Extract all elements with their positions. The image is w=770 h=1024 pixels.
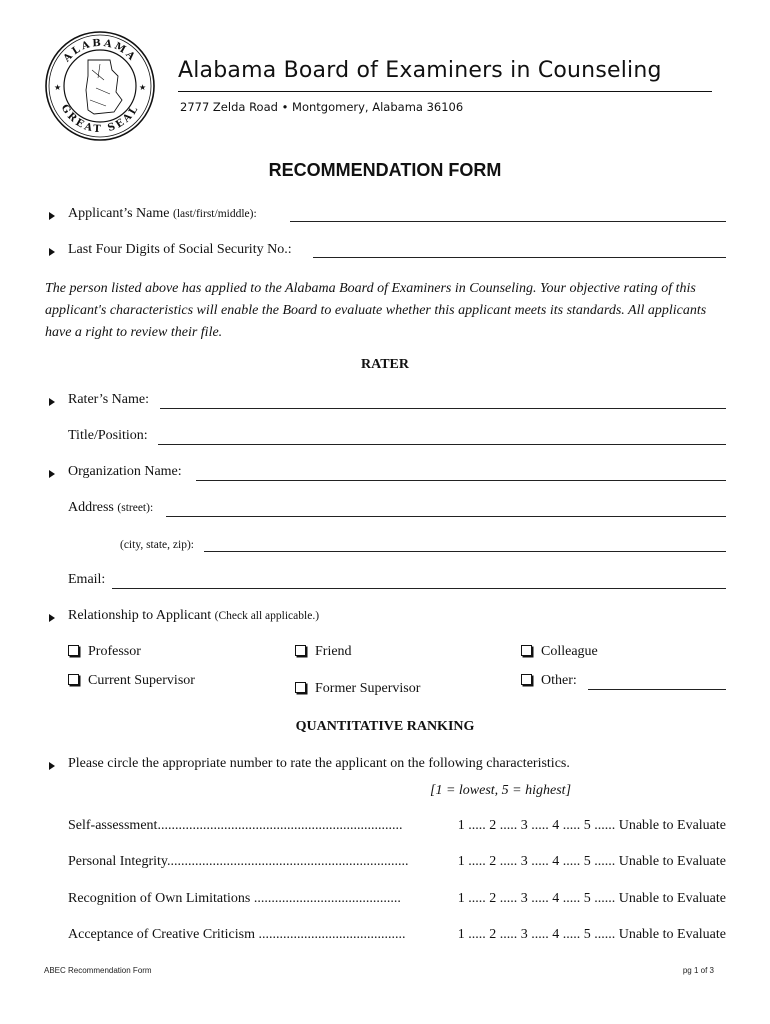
checkbox-icon xyxy=(521,674,532,685)
checkbox-icon xyxy=(68,645,79,656)
relationship-label: Relationship to Applicant (Check all applicable.) xyxy=(68,608,320,623)
org-name: Alabama Board of Examiners in Counseling xyxy=(178,58,662,83)
bullet-arrow-icon xyxy=(49,470,55,478)
form-title: RECOMMENDATION FORM xyxy=(268,160,502,180)
rater-name-field[interactable] xyxy=(160,408,726,409)
rating-legend: [1 = lowest, 5 = highest] xyxy=(430,783,572,798)
checkbox-professor[interactable]: Professor xyxy=(68,644,141,660)
bullet-arrow-icon xyxy=(49,248,55,256)
applicant-name-label: Applicant’s Name (last/first/middle): xyxy=(68,206,257,221)
title-position-label: Title/Position: xyxy=(68,428,148,443)
bullet-arrow-icon xyxy=(49,398,55,406)
svg-text:GREAT SEAL: GREAT SEAL xyxy=(58,102,142,136)
svg-text:ALABAMA: ALABAMA xyxy=(61,37,139,65)
email-label: Email: xyxy=(68,572,106,587)
svg-text:★: ★ xyxy=(54,83,62,92)
address-street-label: Address (street): xyxy=(68,500,154,515)
header-rule xyxy=(178,91,712,92)
rater-heading: RATER xyxy=(361,357,409,372)
title-position-field[interactable] xyxy=(158,444,726,445)
footer-page-number: pg 1 of 3 xyxy=(682,966,714,975)
ranking-instruction: Please circle the appropriate number to rate the applicant on the following characteristics. xyxy=(68,756,570,771)
rating-row-creative-criticism[interactable]: Acceptance of Creative Criticism .......................................... 1 ..... 2 ..... 3 ..... 4 ..... 5 ...... Unable to Evaluate xyxy=(68,927,726,942)
applicant-name-field[interactable] xyxy=(290,221,726,222)
footer-form-name: ABEC Recommendation Form xyxy=(44,966,152,975)
bullet-arrow-icon xyxy=(49,212,55,220)
ssn-label: Last Four Digits of Social Security No.: xyxy=(68,242,292,257)
checkbox-current-supervisor[interactable]: Current Supervisor xyxy=(68,673,195,689)
checkbox-former-supervisor[interactable]: Former Supervisor xyxy=(295,681,420,697)
bullet-arrow-icon xyxy=(49,762,55,770)
intro-paragraph: The person listed above has applied to the Alabama Board of Examiners in Counseling. Your objective rating of this applicant's characteristics will enable the Board to evaluate whether this applicant meets its standards. All applicants have a right to review their file. xyxy=(45,281,707,340)
rating-row-self-assessment[interactable]: Self-assessment...................................................................... 1 ..... 2 ..... 3 ..... 4 ..... 5 ...... Unable to Evaluate xyxy=(68,818,726,833)
ranking-heading: QUANTITATIVE RANKING xyxy=(295,719,475,734)
rating-row-own-limitations[interactable]: Recognition of Own Limitations .......................................... 1 ..... 2 ..... 3 ..... 4 ..... 5 ...... Unable to Evaluate xyxy=(68,891,726,906)
checkbox-icon xyxy=(295,645,306,656)
bullet-arrow-icon xyxy=(49,614,55,622)
checkbox-colleague[interactable]: Colleague xyxy=(521,644,598,660)
alabama-great-seal xyxy=(44,30,156,142)
rater-name-label: Rater’s Name: xyxy=(68,392,149,407)
email-field[interactable] xyxy=(112,588,726,589)
org-address: 2777 Zelda Road • Montgomery, Alabama 36106 xyxy=(180,100,464,114)
checkbox-icon xyxy=(295,682,306,693)
organization-name-field[interactable] xyxy=(196,480,726,481)
checkbox-icon xyxy=(68,674,79,685)
ssn-field[interactable] xyxy=(313,257,726,258)
address-city-label: (city, state, zip): xyxy=(120,539,194,551)
checkbox-friend[interactable]: Friend xyxy=(295,644,352,660)
address-city-field[interactable] xyxy=(204,551,726,552)
address-street-field[interactable] xyxy=(166,516,726,517)
checkbox-other[interactable]: Other: xyxy=(521,673,577,689)
svg-text:★: ★ xyxy=(139,83,147,92)
rating-row-personal-integrity[interactable]: Personal Integrity..................................................................... 1 ..... 2 ..... 3 ..... 4 ..... 5 ...... Unable to Evaluate xyxy=(68,854,726,869)
checkbox-icon xyxy=(521,645,532,656)
organization-name-label: Organization Name: xyxy=(68,464,182,479)
other-relationship-field[interactable] xyxy=(588,689,726,690)
